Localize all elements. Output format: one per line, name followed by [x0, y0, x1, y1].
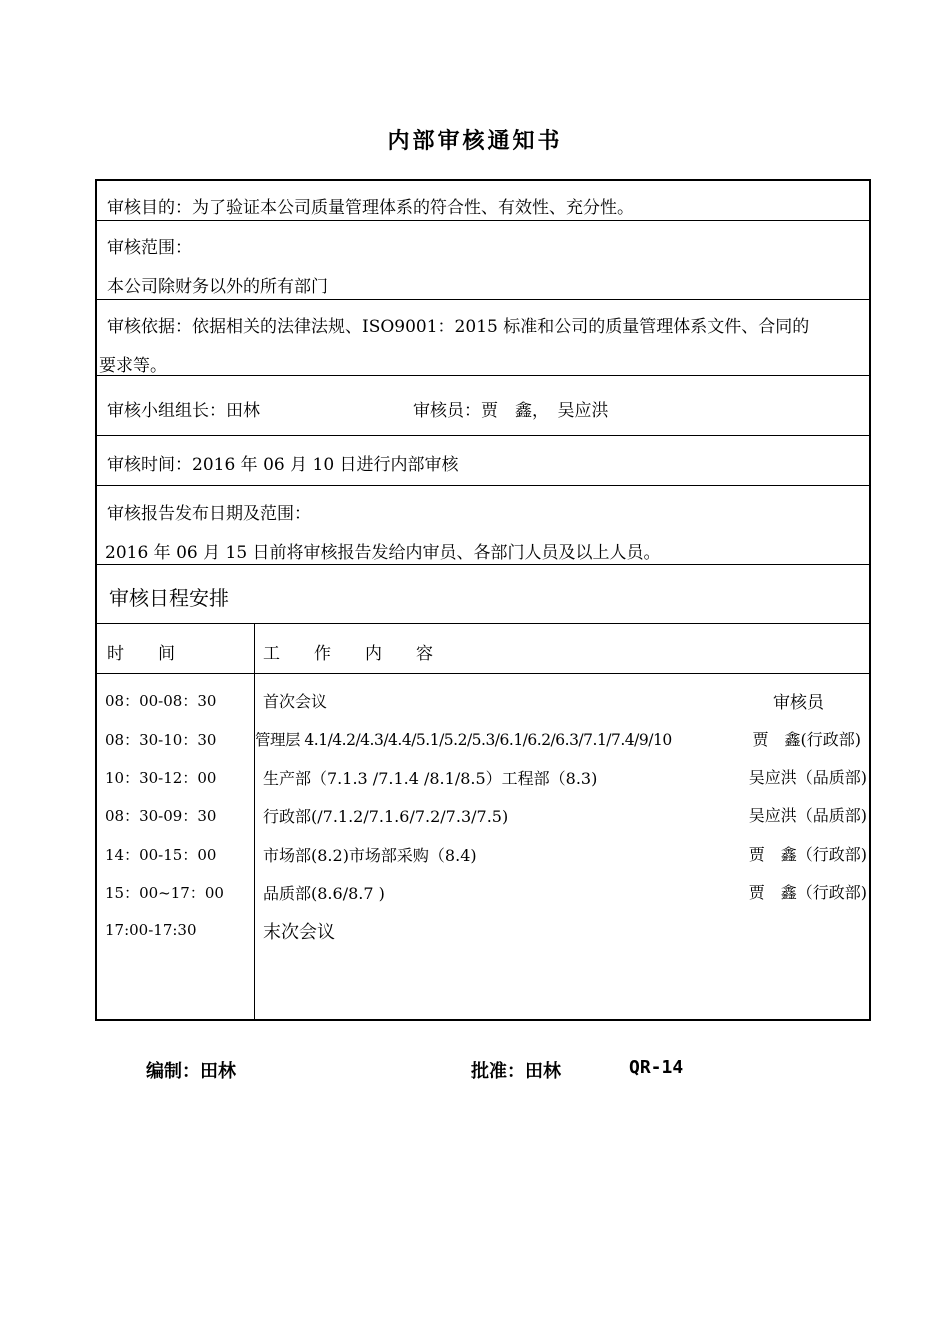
team-row	[97, 376, 869, 436]
compiled-by: 编制：田林	[146, 1061, 236, 1082]
schedule-content: 末次会议	[263, 922, 335, 943]
schedule-time: 14：00-15：00	[105, 846, 217, 864]
schedule-content: 管理层 4.1/4.2/4.3/4.4/5.1/5.2/5.3/6.1/6.2/6.3/7.1/7.4/9/10	[255, 731, 672, 749]
schedule-auditor: 贾 鑫（行政部)	[748, 845, 867, 864]
approved-by: 批准：田林	[471, 1061, 561, 1082]
schedule-auditor: 吴应洪（品质部)	[748, 806, 867, 825]
notice-table	[95, 179, 871, 1021]
schedule-time: 08：30-10：30	[105, 731, 217, 749]
schedule-content: 生产部（7.1.3 /7.1.4 /8.1/8.5）工程部（8.3)	[263, 769, 598, 788]
schedule-time: 10：30-12：00	[105, 769, 217, 787]
schedule-auditor: 吴应洪（品质部)	[748, 768, 867, 787]
schedule-auditor: 贾 鑫(行政部)	[752, 730, 861, 749]
basis-line2: 要求等。	[99, 356, 167, 376]
report-value: 2016 年 06 月 15 日前将审核报告发给内审员、各部门人员及以上人员。	[105, 543, 661, 563]
column-divider	[254, 624, 255, 1019]
form-code: QR-14	[629, 1057, 684, 1078]
schedule-header-row	[97, 624, 869, 674]
header-content: 工 作 内 容	[263, 644, 433, 664]
schedule-time: 15：00~17：00	[105, 884, 224, 902]
schedule-title: 审核日程安排	[109, 586, 229, 610]
schedule-title-row	[97, 565, 869, 624]
schedule-content: 首次会议	[263, 692, 328, 711]
audit-time: 审核时间：2016 年 06 月 10 日进行内部审核	[107, 455, 459, 475]
report-label: 审核报告发布日期及范围：	[107, 504, 311, 524]
purpose-row	[97, 181, 869, 221]
scope-label: 审核范围：	[107, 238, 192, 258]
time-row	[97, 436, 869, 486]
team-auditors: 审核员：贾 鑫， 吴应洪	[413, 401, 609, 421]
scope-row	[97, 221, 869, 300]
basis-line1: 审核依据：依据相关的法律法规、ISO9001：2015 标准和公司的质量管理体系文件、合同的	[107, 317, 810, 337]
page-title: 内部审核通知书	[387, 129, 563, 154]
basis-row	[97, 300, 869, 376]
schedule-content: 品质部(8.6/8.7 )	[263, 884, 385, 903]
schedule-content: 市场部(8.2)市场部采购（8.4)	[263, 846, 477, 865]
schedule-auditor: 贾 鑫（行政部)	[748, 883, 867, 902]
schedule-time: 17:00-17:30	[105, 921, 197, 939]
team-leader: 审核小组组长：田林	[107, 401, 260, 421]
schedule-content: 行政部(/7.1.2/7.1.6/7.2/7.3/7.5)	[263, 807, 509, 826]
report-row	[97, 486, 869, 565]
purpose-text: 审核目的：为了验证本公司质量管理体系的符合性、有效性、充分性。	[107, 198, 634, 218]
schedule-time: 08：30-09：30	[105, 807, 217, 825]
scope-value: 本公司除财务以外的所有部门	[107, 277, 328, 297]
schedule-auditor: 审核员	[773, 693, 824, 713]
header-time: 时 间	[107, 644, 175, 664]
schedule-time: 08：00-08：30	[105, 692, 217, 710]
